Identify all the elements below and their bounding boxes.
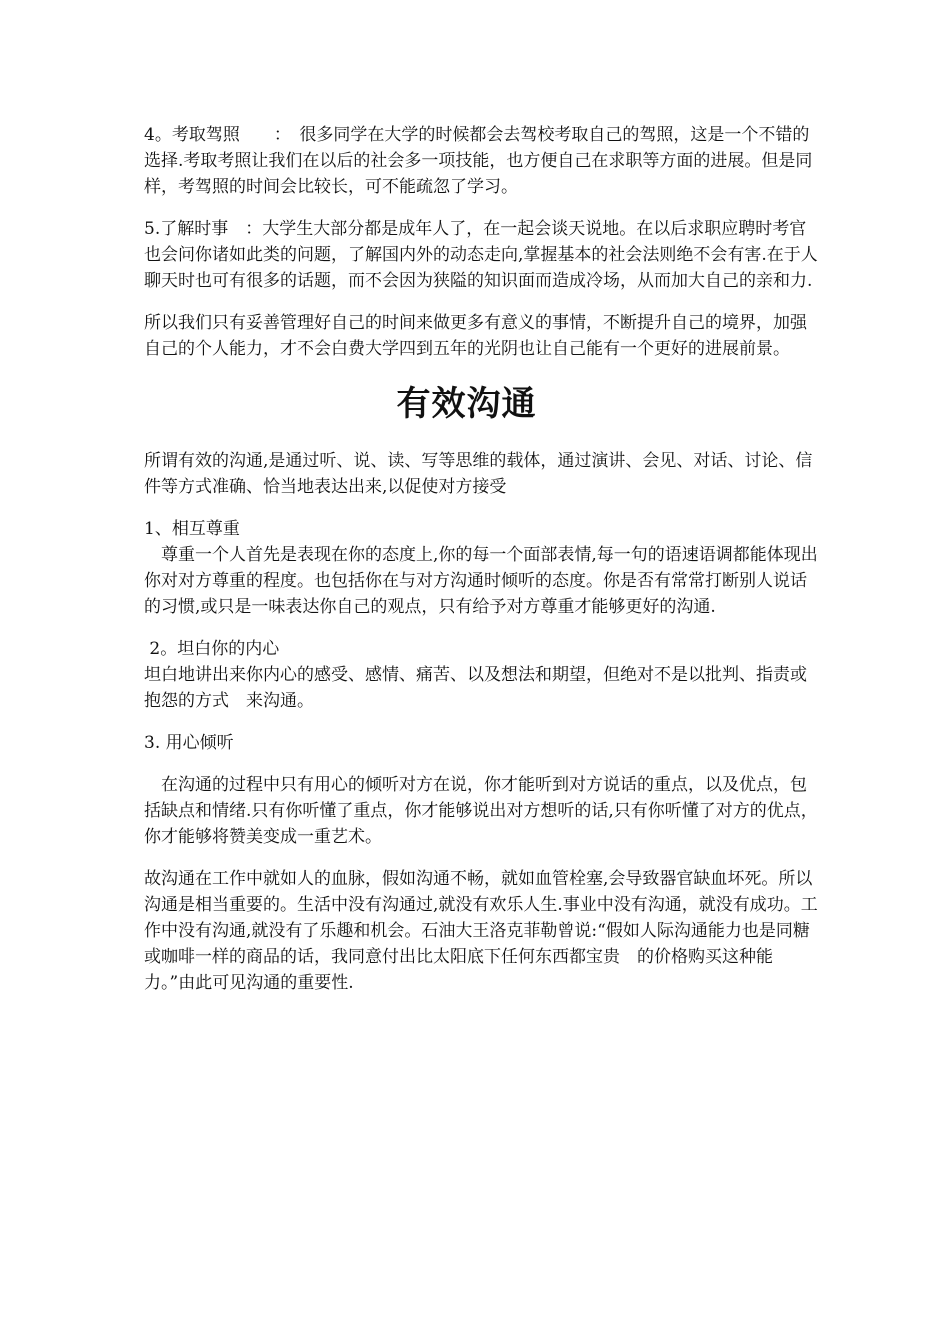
document-page [144, 122, 819, 1012]
point2-body: 坦白地讲出来你内心的感受、感情、痛苦、以及想法和期望，但绝对不是以批判、指责或抱怨的方式 来沟通。 [144, 665, 807, 711]
paragraph-time-management-conclusion: 所以我们只有妥善管理好自己的时间来做更多有意义的事情，不断提升自己的境界，加强自己的个人能力，才不会白费大学四到五年的光阴也让自己能有一个更好的进展前景。 [144, 313, 807, 359]
point3-heading: 3. 用心倾听 [144, 733, 234, 753]
point1-heading: 1、相互尊重 [144, 519, 240, 539]
paragraph-communication-intro: 所谓有效的沟通,是通过听、说、读、写等思维的载体，通过演讲、会见、对话、讨论、信件等方式准确、恰当地表达出来,以促使对方接受 [144, 451, 813, 497]
paragraph-driving-license: 4。考取驾照 ： 很多同学在大学的时候都会去驾校考取自己的驾照，这是一个不错的选择.考取考照让我们在以后的社会多一项技能，也方便自己在求职等方面的进展。但是同样，考驾照的时间会比较长，可不能疏忽了学习。 [144, 125, 813, 197]
spacer [144, 756, 819, 772]
point3-body: 在沟通的过程中只有用心的倾听对方在说，你才能听到对方说话的重点，以及优点，包括缺点和情绪.只有你听懂了重点，你才能够说出对方想听的话,只有你听懂了对方的优点，你才能够将赞美变成一重艺术。 [144, 775, 818, 847]
paragraph-communication-closing: 故沟通在工作中就如人的血脉，假如沟通不畅，就如血管栓塞,会导致器官缺血坏死。所以沟通是相当重要的。生活中没有沟通过,就没有欢乐人生.事业中没有沟通，就没有成功。工作中没有沟通,就没有了乐趣和机会。石油大王洛克菲勒曾说:“假如人际沟通能力也是同糖或咖啡一样的商品的话，我同意付出比太阳底下任何东西都宝贵 的价格购买这种能力。”由此可见沟通的重要性. [144, 869, 818, 993]
point2-heading: 2。坦白你的内心 [144, 639, 280, 659]
point1-body: 尊重一个人首先是表现在你的态度上,你的每一个面部表情,每一句的语速语调都能体现出你对对方尊重的程度。也包括你在与对方沟通时倾听的态度。你是否有常常打断别人说话的习惯,或只是一味表达你自己的观点，只有给予对方尊重才能够更好的沟通. [144, 545, 818, 617]
section-title: 有效沟通 [396, 384, 537, 424]
paragraph-current-affairs: 5.了解时事 ：大学生大部分都是成年人了，在一起会谈天说地。在以后求职应聘时考官也会问你诸如此类的问题，了解国内外的动态走向,掌握基本的社会法则绝不会有害.在于人聊天时也可有很多的话题，而不会因为狭隘的知识面而造成冷场，从而加大自己的亲和力. [144, 219, 818, 291]
